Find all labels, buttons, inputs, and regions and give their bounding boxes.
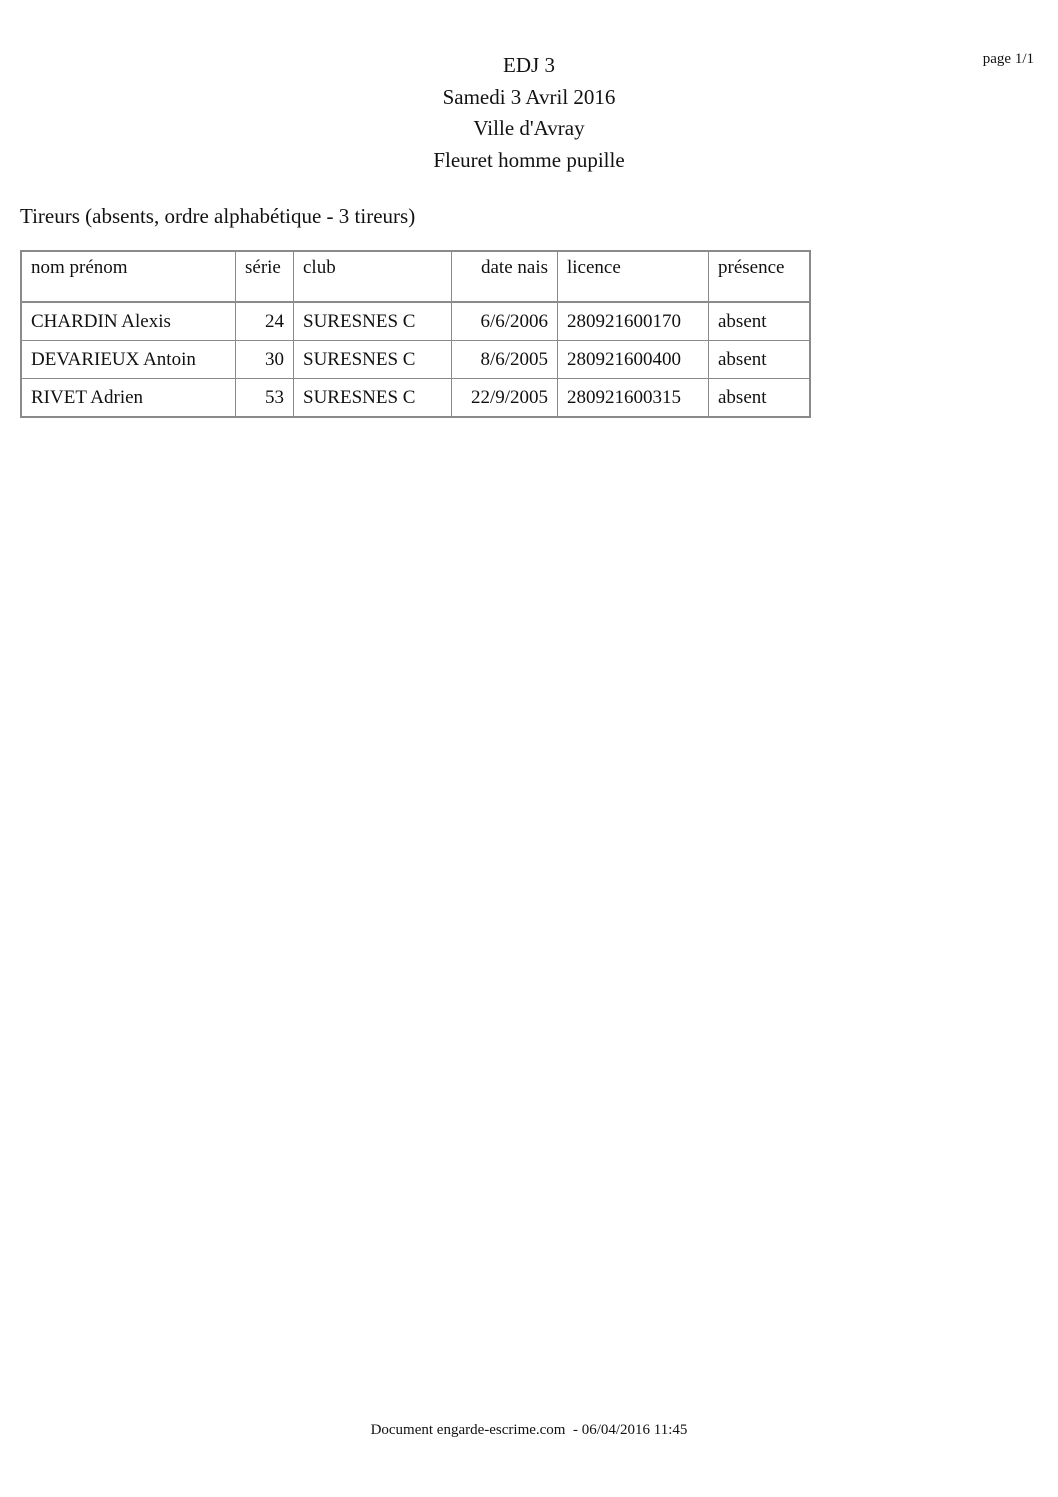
cell-birthdate: 22/9/2005 bbox=[452, 379, 558, 418]
competition-title: EDJ 3 bbox=[503, 53, 555, 77]
cell-birthdate: 8/6/2005 bbox=[452, 341, 558, 379]
column-header-presence: présence bbox=[709, 251, 811, 302]
fencers-table bbox=[20, 250, 811, 418]
cell-licence: 280921600315 bbox=[558, 379, 709, 418]
page-number: page 1/1 bbox=[982, 51, 1034, 67]
cell-presence: absent bbox=[709, 379, 811, 418]
table-row bbox=[21, 341, 810, 379]
column-header-name: nom prénom bbox=[21, 251, 236, 302]
cell-licence: 280921600170 bbox=[558, 302, 709, 341]
cell-club: SURESNES C bbox=[294, 302, 452, 341]
column-header-series: série bbox=[236, 251, 294, 302]
cell-presence: absent bbox=[709, 302, 811, 341]
cell-name: CHARDIN Alexis bbox=[21, 302, 236, 341]
cell-birthdate: 6/6/2006 bbox=[452, 302, 558, 341]
cell-name: DEVARIEUX Antoin bbox=[21, 341, 236, 379]
cell-club: SURESNES C bbox=[294, 341, 452, 379]
cell-series: 30 bbox=[236, 341, 294, 379]
cell-club: SURESNES C bbox=[294, 379, 452, 418]
column-header-club: club bbox=[294, 251, 452, 302]
cell-presence: absent bbox=[709, 341, 811, 379]
table-row bbox=[21, 302, 810, 341]
column-header-licence: licence bbox=[558, 251, 709, 302]
document-header bbox=[0, 50, 1058, 176]
table-header-row bbox=[21, 251, 810, 302]
cell-name: RIVET Adrien bbox=[21, 379, 236, 418]
competition-location: Ville d'Avray bbox=[473, 116, 585, 140]
competition-date: Samedi 3 Avril 2016 bbox=[442, 84, 616, 109]
document-footer: Document engarde-escrime.com - 06/04/2016 11:45 bbox=[370, 1422, 688, 1438]
cell-series: 53 bbox=[236, 379, 294, 418]
cell-series: 24 bbox=[236, 302, 294, 341]
column-header-birthdate: date nais bbox=[452, 251, 558, 302]
section-title: Tireurs (absents, ordre alphabétique - 3 tireurs) bbox=[20, 204, 416, 228]
cell-licence: 280921600400 bbox=[558, 341, 709, 379]
table-row bbox=[21, 379, 810, 418]
competition-category: Fleuret homme pupille bbox=[433, 147, 625, 172]
